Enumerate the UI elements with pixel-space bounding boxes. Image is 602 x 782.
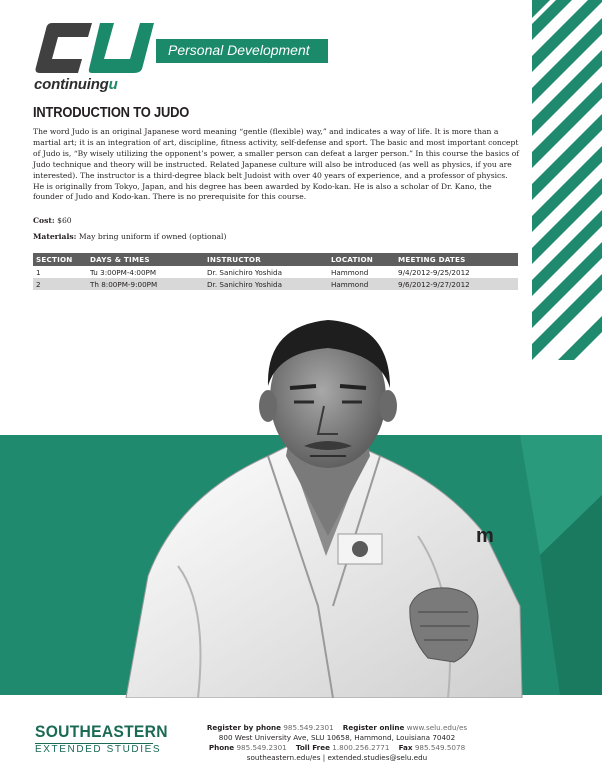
cell-section: 2 [33, 278, 87, 290]
southeastern-wordmark: SOUTHEASTERN [35, 722, 168, 741]
svg-text:m: m [476, 525, 494, 547]
table-row [33, 266, 518, 278]
schedule-table [33, 253, 518, 290]
category-banner [156, 39, 328, 63]
extended-studies-wordmark: EXTENDED STUDIES [35, 744, 162, 755]
course-materials: Materials: May bring uniform if owned (optional) [33, 232, 227, 241]
course-cost: Cost: $60 [33, 216, 72, 225]
course-description: The word Judo is an original Japanese word meaning “gentle (flexible) way,” and indicates a way of life. It is more than a martial art; it is an integration of art, discipline, fitness activity, self-defense and sport. The basic and most important concept of Judo is, “By wisely utilizing the opponent’s power, a smaller person can defeat a larger person.” In this course the basics of Judo technique and theory will be instructed. Related Japanese culture will also be introduced (as well as physics, if you are interested). The instructor is a third-degree black belt Judoist with over 40 years of experience, and a professor of physics. He is originally from Tokyo, Japan, and his degree has been awarded by Kodo-kan. He is also a scholar of Dr. Kano, the founder of Judo and Kodo-kan. There is no prerequisite for this course. [33, 127, 520, 202]
category-label: Personal Development [168, 42, 310, 58]
contact-address: 800 West University Ave, SLU 10658, Hammond, Louisiana 70402 [218, 733, 456, 742]
cell-instructor: Dr. Sanichiro Yoshida [207, 267, 282, 277]
contact-line-1: Register by phone 985.549.2301 Register online www.selu.edu/es [206, 723, 468, 732]
cell-days-times: Th 8:00PM-9:00PM [87, 278, 204, 290]
cell-section: 1 [36, 267, 41, 277]
course-title: INTRODUCTION TO JUDO [33, 104, 190, 121]
col-instructor: INSTRUCTOR [204, 253, 328, 266]
cu-logo [34, 19, 164, 79]
cell-meeting-dates: 9/6/2012-9/27/2012 [395, 278, 518, 290]
schedule-header-row [33, 253, 518, 266]
col-days-times: DAYS & TIMES [87, 253, 204, 266]
cell-meeting-dates: 9/4/2012-9/25/2012 [398, 267, 470, 277]
table-row [33, 278, 518, 290]
cell-instructor: Dr. Sanichiro Yoshida [204, 278, 328, 290]
col-location: LOCATION [328, 253, 395, 266]
contact-web[interactable]: southeastern.edu/es | extended.studies@selu.edu [246, 753, 428, 762]
instructor-photo [118, 306, 528, 698]
col-meeting-dates: MEETING DATES [395, 253, 518, 266]
cell-days-times: Tu 3:00PM-4:00PM [90, 267, 157, 277]
cell-location: Hammond [331, 267, 369, 277]
online-link[interactable]: www.selu.edu/es [406, 723, 468, 732]
contact-line-3: Phone 985.549.2301 Toll Free 1.800.256.2771 Fax 985.549.5078 [208, 743, 466, 752]
southeastern-logo [35, 722, 179, 755]
continuingu-wordmark: continuingu [34, 76, 118, 93]
cell-location: Hammond [328, 278, 395, 290]
contact-block [182, 723, 492, 763]
diagonal-stripes [532, 0, 602, 360]
logo-divider [35, 743, 153, 744]
col-section: SECTION [33, 253, 87, 266]
